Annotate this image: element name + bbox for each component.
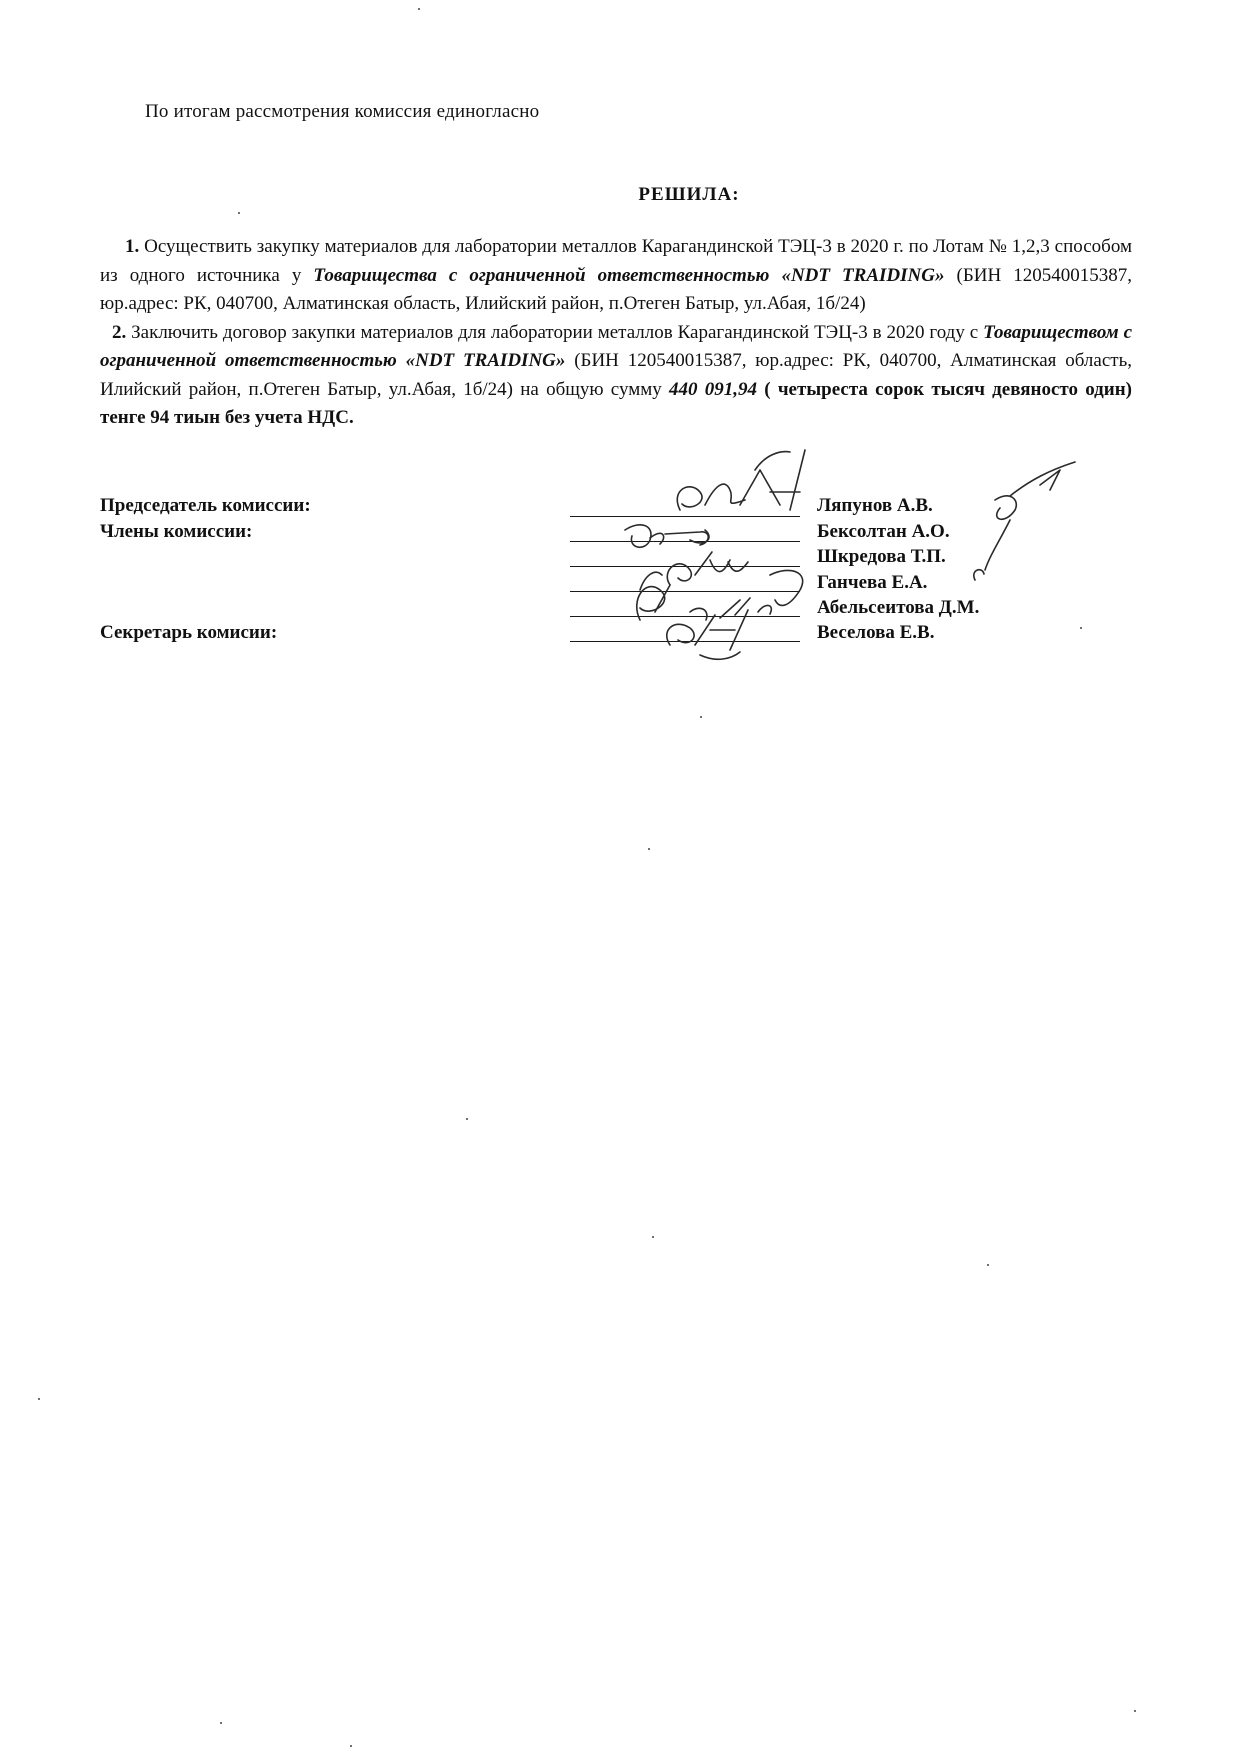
members-label: Члены комиссии: [100,521,253,542]
item-text: Заключить договор закупки материалов для лаборатории металлов Карагандинской ТЭЦ-3 в 2020 году с [126,321,984,343]
scan-speck [1134,1710,1136,1712]
scan-speck [652,1236,654,1238]
intro-text: По итогам рассмотрения комиссия единогласно [145,101,540,122]
signature-secretary-flourish [700,652,740,659]
scan-speck [466,1118,468,1120]
signature-line [570,541,800,542]
signature-line [570,516,800,517]
signatory-name: Ляпунов А.В. [817,495,933,516]
scan-speck [987,1264,989,1266]
scan-speck [418,8,420,10]
signature-member-3 [637,570,803,620]
signature-line [570,591,800,592]
company-name: Товариществом с ограниченной ответственностью «NDT TRAIDING» [100,321,1133,371]
signature-line [570,566,800,567]
chairman-label: Председатель комиссии: [100,495,311,516]
secretary-label: Секретарь комисии: [100,622,278,643]
scan-speck [238,212,240,214]
signatory-name: Шкредова Т.П. [817,546,946,567]
scan-speck [700,716,702,718]
contract-amount: 440 091,94 [669,378,758,400]
signatory-name: Веселова Е.В. [817,622,935,643]
signatory-name: Абельсеитова Д.М. [817,597,980,618]
item-text: (БИН 120540015387, юр.адрес: РК, 040700, Алматинская область, Илийский район, п.Отеген Батыр, ул.Абая, 1б/24) [100,264,1132,314]
signature-member-2 [667,552,748,585]
item-text: (БИН 120540015387, юр.адрес: РК, 040700, Алматинская область, Илийский район, п.Отеген Батыр, ул.Абая, 1б/24) на общую сумму [100,350,1132,400]
item-text: Осуществить закупку материалов для лаборатории металлов Карагандинской ТЭЦ-3 в 2020 г. по Лотам № 1,2,3 способом из одного источника у [100,236,1132,286]
scan-speck [38,1398,40,1400]
signatory-name: Ганчева Е.А. [817,572,928,593]
item-number: 2. [112,321,127,343]
signatory-name: Бексолтан А.О. [817,521,950,542]
scan-speck [220,1722,222,1724]
signature-member-1 [625,525,709,547]
item-number: 1. [125,236,140,257]
signature-line [570,641,800,642]
contract-amount-words: ( четыреста сорок тысяч девяносто один) тенге 94 тиын без учета НДС. [100,378,1132,428]
scan-speck [350,1745,352,1747]
signature-chairman [677,450,805,510]
scan-speck [648,848,650,850]
decision-item-2 [100,319,1132,433]
decision-item-1 [100,233,1132,319]
decision-heading: РЕШИЛА: [638,184,740,205]
scan-speck [1080,627,1082,629]
signature-chairman-flourish [755,452,790,470]
decision-items [100,233,1132,433]
signature-line [570,616,800,617]
company-name: Товарищества с ограниченной ответственностью «NDT TRAIDING» [313,264,945,286]
signature-member-2-flourish [640,572,662,590]
signature-margin-scribble [974,462,1075,580]
